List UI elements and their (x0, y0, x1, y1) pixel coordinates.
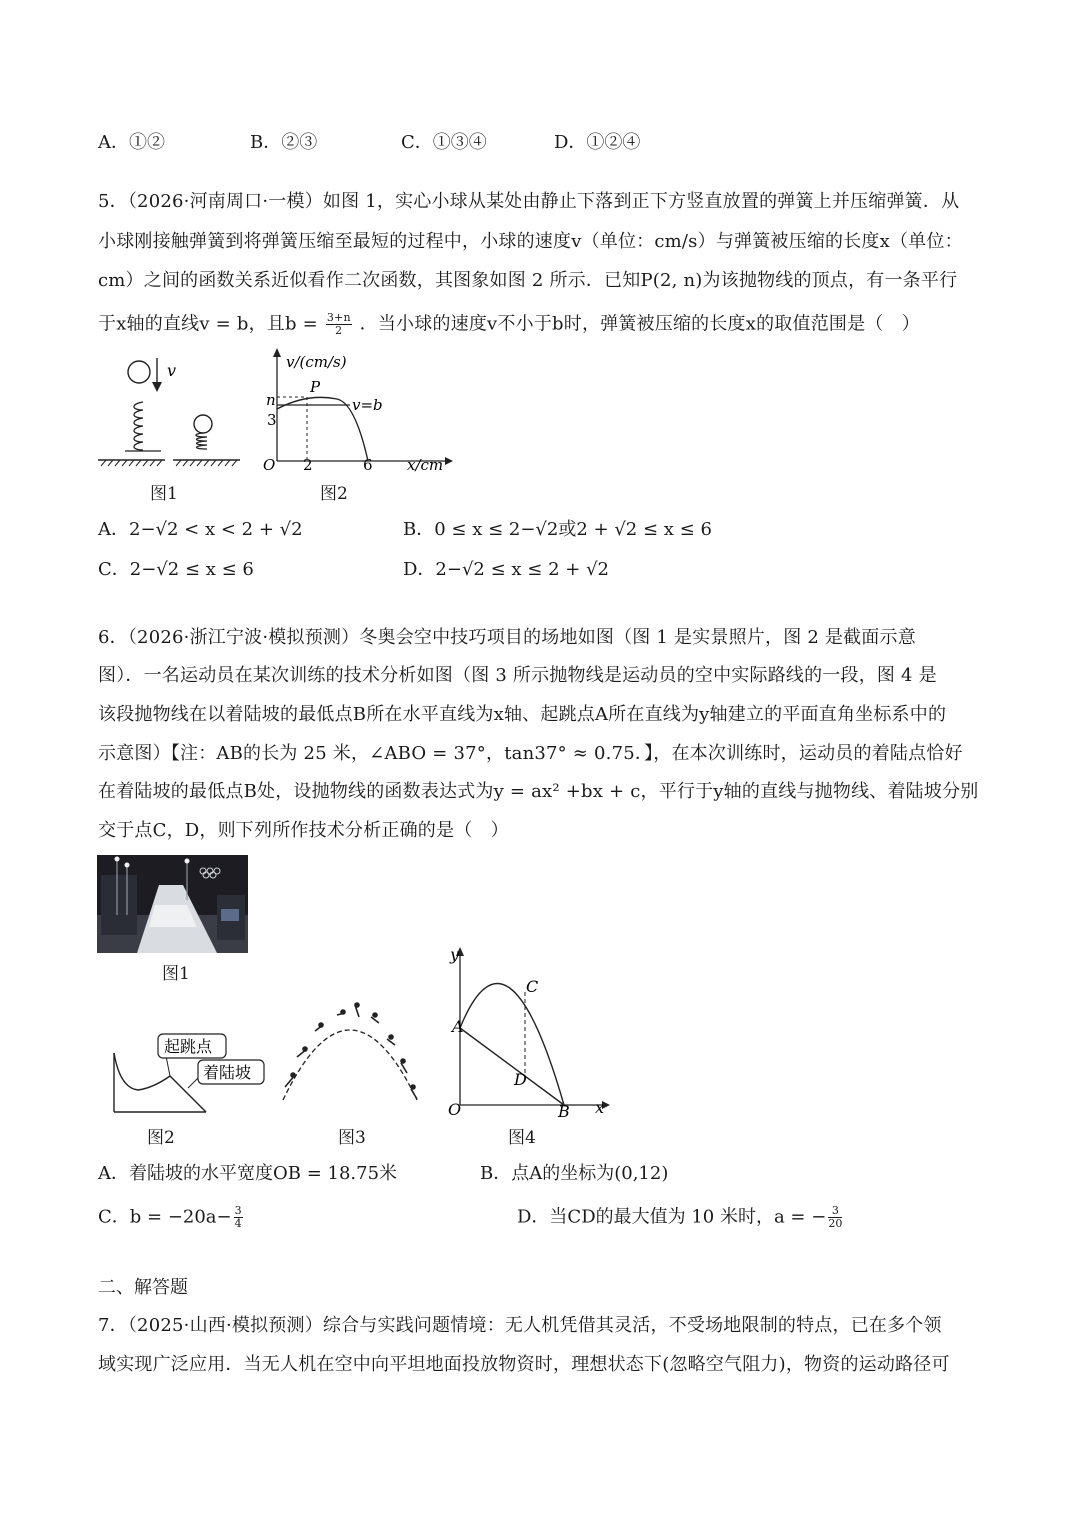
y-label: y (450, 945, 460, 964)
q5-line-2: 小球刚接触弹簧到将弹簧压缩至最短的过程中，小球的速度v（单位：cm/s）与弹簧被压缩的长度x（单位： (98, 231, 963, 252)
ball-on-spring (194, 415, 212, 433)
line-v-b-label: v=b (352, 396, 383, 414)
q6-line-3: 该段抛物线在以着陆坡的最低点B所在水平直线为x轴、起跳点A所在直线为y轴建立的平面直角坐标系中的 (98, 704, 947, 725)
x-axis-label: x/cm (407, 456, 444, 474)
q4-option-b: B．②③ (250, 132, 318, 153)
tick-6: 6 (363, 456, 373, 474)
tick-3: 3 (267, 411, 277, 429)
q5-option-a: A．2−√2 < x < 2 + √2 (98, 519, 303, 540)
q5-figure-2 (255, 345, 455, 475)
q6-option-a: A．着陆坡的水平宽度OB = 18.75米 (98, 1163, 398, 1184)
q5-line-4-end: ．当小球的速度v不小于b时，弹簧被压缩的长度x的取值范围是（ ） (359, 313, 920, 335)
q6-figure-1-photo (97, 855, 248, 953)
velocity-arrowhead (152, 382, 162, 392)
q5-line-4 (98, 312, 920, 337)
inrun-curve (114, 1053, 170, 1090)
q7-line-2: 域实现广泛应用．当无人机在空中向平坦地面投放物资时，理想状态下(忽略空气阻力)，物资的运动路径可 (98, 1354, 950, 1375)
q6-option-c-den: 4 (234, 1217, 242, 1230)
x-label: x (595, 1098, 605, 1117)
q6-line-2: 图）．一名运动员在某次训练的技术分析如图（图 3 所示抛物线是运动员的空中实际路线的一段，图 4 是 (98, 665, 937, 686)
q6-option-c-num: 3 (234, 1204, 242, 1217)
q7-line-1: 7．（2025·山西·模拟预测）综合与实践问题情境：无人机凭借其灵活，不受场地限制的特点，已在多个领 (98, 1315, 942, 1336)
spring-uncompressed (134, 402, 143, 450)
y-axis-label: v/(cm/s) (286, 353, 347, 371)
q4-option-d: D．①②④ (554, 132, 641, 153)
q4-option-c: C．①③④ (401, 132, 487, 153)
parabola (460, 984, 564, 1105)
q5-figure-1 (95, 350, 245, 470)
q6-option-c-text: C．b = −20a− (98, 1206, 232, 1228)
skier-positions (285, 1003, 417, 1099)
q6-line-1: 6．（2026·浙江宁波·模拟预测）冬奥会空中技巧项目的场地如图（图 1 是实景照片，图 2 是截面示意 (98, 627, 916, 648)
velocity-label: v (167, 361, 177, 380)
point-p-label: P (310, 378, 321, 396)
q4-option-a: A．①② (98, 132, 165, 153)
section-heading: 二、解答题 (98, 1277, 188, 1298)
slope-label: 着陆坡 (203, 1063, 252, 1082)
spring-compressed (196, 433, 207, 449)
q5-option-d: D．2−√2 ≤ x ≤ 2 + √2 (403, 559, 609, 580)
q6-line-6: 交于点C，D，则下列所作技术分析正确的是（ ） (98, 820, 509, 841)
q5-option-c: C．2−√2 ≤ x ≤ 6 (98, 559, 254, 580)
q5-fraction-num: 3+n (326, 311, 351, 324)
q5-option-b: B．0 ≤ x ≤ 2−√2或2 + √2 ≤ x ≤ 6 (403, 519, 712, 540)
tick-2: 2 (303, 456, 313, 474)
q6-option-d-text: D．当CD的最大值为 10 米时，a = − (517, 1206, 827, 1228)
q6-fig3-caption: 图3 (338, 1128, 366, 1148)
q5-fig2-caption: 图2 (320, 484, 348, 504)
point-d: D (514, 1070, 527, 1089)
point-b: B (558, 1102, 570, 1120)
q6-option-d (517, 1205, 844, 1230)
q6-option-d-fraction (828, 1205, 842, 1230)
q5-line-3: cm）之间的函数关系近似看作二次函数，其图象如图 2 所示．已知P(2, n)为该抛物线的顶点，有一条平行 (98, 270, 958, 291)
q6-figure-3 (275, 995, 425, 1110)
takeoff-label: 起跳点 (164, 1037, 213, 1056)
q6-fig4-caption: 图4 (508, 1128, 536, 1148)
q6-line-4: 示意图）【注：AB的长为 25 米，∠ABO = 37°，tan37° ≈ 0.75．】，在本次训练时，运动员的着陆点恰好 (98, 743, 963, 764)
falling-ball (128, 361, 150, 383)
trajectory-curve (283, 1030, 417, 1100)
q5-line-1: 5．（2026·河南周口·一模）如图 1，实心小球从某处由静止下落到正下方竖直放置的弹簧上并压缩弹簧．从 (98, 191, 960, 212)
q6-option-c-fraction (234, 1205, 243, 1230)
q6-fig2-caption: 图2 (147, 1128, 175, 1148)
q5-fraction-den: 2 (335, 324, 343, 337)
q6-figure-2 (108, 1028, 268, 1118)
segment-ab (460, 1028, 564, 1105)
q6-figure-4 (440, 940, 620, 1120)
q6-option-c (98, 1205, 245, 1230)
point-c: C (526, 977, 539, 996)
q6-option-b: B．点A的坐标为(0,12) (480, 1163, 669, 1184)
origin-label: O (448, 1100, 462, 1119)
tick-n: n (266, 391, 276, 409)
origin-label: O (263, 456, 276, 474)
q6-option-d-den: 20 (828, 1217, 843, 1230)
q5-fig1-caption: 图1 (150, 484, 178, 504)
q6-line-5: 在着陆坡的最低点B处，设抛物线的函数表达式为y = ax² +bx + c，平行于y轴的直线与抛物线、着陆坡分别 (98, 781, 979, 802)
point-a: A (452, 1017, 464, 1036)
q5-fraction (326, 312, 352, 337)
q5-line-4-start: 于x轴的直线v = b，且b = (98, 313, 318, 335)
q6-fig1-caption: 图1 (162, 964, 190, 984)
q6-option-d-num: 3 (828, 1205, 842, 1218)
